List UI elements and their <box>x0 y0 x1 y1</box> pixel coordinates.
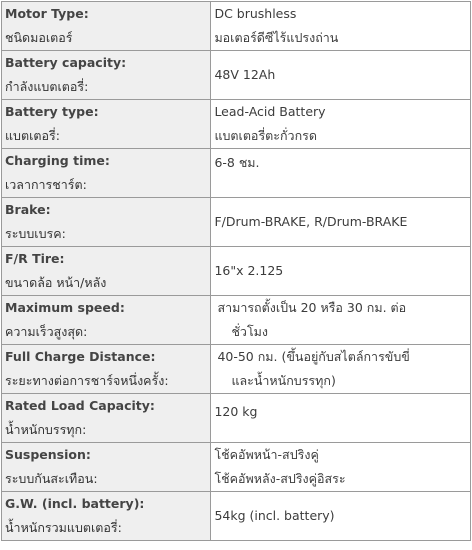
spec-label-en: Motor Type: <box>5 6 89 21</box>
spec-label-en: Full Charge Distance: <box>5 349 156 364</box>
spec-row-fr-tire <box>2 247 471 296</box>
spec-label-en: G.W. (incl. battery): <box>5 496 145 511</box>
spec-label-en: Battery capacity: <box>5 55 127 70</box>
spec-value-cell <box>211 100 471 149</box>
spec-value-cell <box>211 2 471 51</box>
spec-value-cell <box>211 443 471 492</box>
spec-value-cell <box>211 345 471 394</box>
spec-value: 54kg (incl. battery) <box>214 508 335 523</box>
spec-label-th: ความเร็วสูงสุด: <box>5 324 88 339</box>
spec-row-motor-type <box>2 2 471 51</box>
spec-value-cell <box>211 492 471 541</box>
spec-label-cell <box>2 198 211 247</box>
spec-row-battery-type <box>2 100 471 149</box>
spec-row-gross-weight <box>2 492 471 541</box>
spec-label-en: Maximum speed: <box>5 300 125 315</box>
spec-value: สามารถตั้งเป็น 20 หรือ 30 กม. ต่อ <box>217 300 407 315</box>
spec-label-th: เวลาการชาร์ต: <box>5 177 87 192</box>
spec-label-th: ชนิดมอเตอร์ <box>5 30 73 45</box>
spec-table <box>1 1 471 541</box>
spec-row-suspension <box>2 443 471 492</box>
spec-value: โช้คอัพหน้า-สปริงคู่ <box>214 447 319 462</box>
spec-value-cell <box>211 149 471 198</box>
spec-label-cell <box>2 443 211 492</box>
spec-value: แบตเตอรี่ตะกั่วกรด <box>214 128 317 143</box>
spec-label-cell <box>2 296 211 345</box>
spec-value: 16"x 2.125 <box>214 263 284 278</box>
spec-row-rated-load-capacity <box>2 394 471 443</box>
spec-label-th: ระบบเบรค: <box>5 226 66 241</box>
spec-label-cell <box>2 100 211 149</box>
spec-value: 48V 12Ah <box>214 67 276 82</box>
spec-value: F/Drum-BRAKE, R/Drum-BRAKE <box>214 214 408 229</box>
spec-value-cell <box>211 247 471 296</box>
spec-label-cell <box>2 149 211 198</box>
spec-value: โช้คอัพหลัง-สปริงคู่อิสระ <box>214 471 346 486</box>
spec-label-th: แบตเตอรี่: <box>5 128 60 143</box>
spec-label-en: F/R Tire: <box>5 251 65 266</box>
spec-label-th: น้ำหนักบรรทุก: <box>5 422 87 437</box>
spec-label-en: Rated Load Capacity: <box>5 398 155 413</box>
spec-row-maximum-speed <box>2 296 471 345</box>
spec-label-en: Brake: <box>5 202 51 217</box>
spec-label-en: Battery type: <box>5 104 99 119</box>
spec-value-cell <box>211 296 471 345</box>
spec-value: 40-50 กม. (ขึ้นอยู่กับสไตล์การขับขี่ <box>217 349 410 364</box>
spec-label-th: น้ำหนักรวมแบตเตอรี่: <box>5 520 122 535</box>
spec-label-cell <box>2 345 211 394</box>
spec-row-battery-capacity <box>2 51 471 100</box>
spec-label-th: ระยะทางต่อการชาร์จหนึ่งครั้ง: <box>5 373 169 388</box>
spec-value-cell <box>211 51 471 100</box>
spec-value: Lead-Acid Battery <box>214 104 326 119</box>
spec-label-cell <box>2 51 211 100</box>
spec-label-en: Suspension: <box>5 447 91 462</box>
spec-label-th: ระบบกันสะเทือน: <box>5 471 98 486</box>
spec-value: ชั่วโมง <box>231 324 268 339</box>
spec-label-th: กำลังแบตเตอรี่: <box>5 79 89 94</box>
spec-value: และน้ำหนักบรรทุก) <box>231 373 336 388</box>
spec-label-cell <box>2 394 211 443</box>
spec-value-cell <box>211 198 471 247</box>
spec-label-cell <box>2 492 211 541</box>
spec-value: 120 kg <box>214 404 258 419</box>
spec-value-cell <box>211 394 471 443</box>
spec-label-th: ขนาดล้อ หน้า/หลัง <box>5 275 107 290</box>
spec-value: 6-8 ชม. <box>214 155 260 170</box>
spec-label-en: Charging time: <box>5 153 110 168</box>
spec-value: มอเตอร์ดีซีไร้แปรงถ่าน <box>214 30 339 45</box>
spec-row-charging-time <box>2 149 471 198</box>
spec-row-brake <box>2 198 471 247</box>
spec-label-cell <box>2 2 211 51</box>
spec-label-cell <box>2 247 211 296</box>
spec-value: DC brushless <box>214 6 297 21</box>
spec-row-full-charge-distance <box>2 345 471 394</box>
